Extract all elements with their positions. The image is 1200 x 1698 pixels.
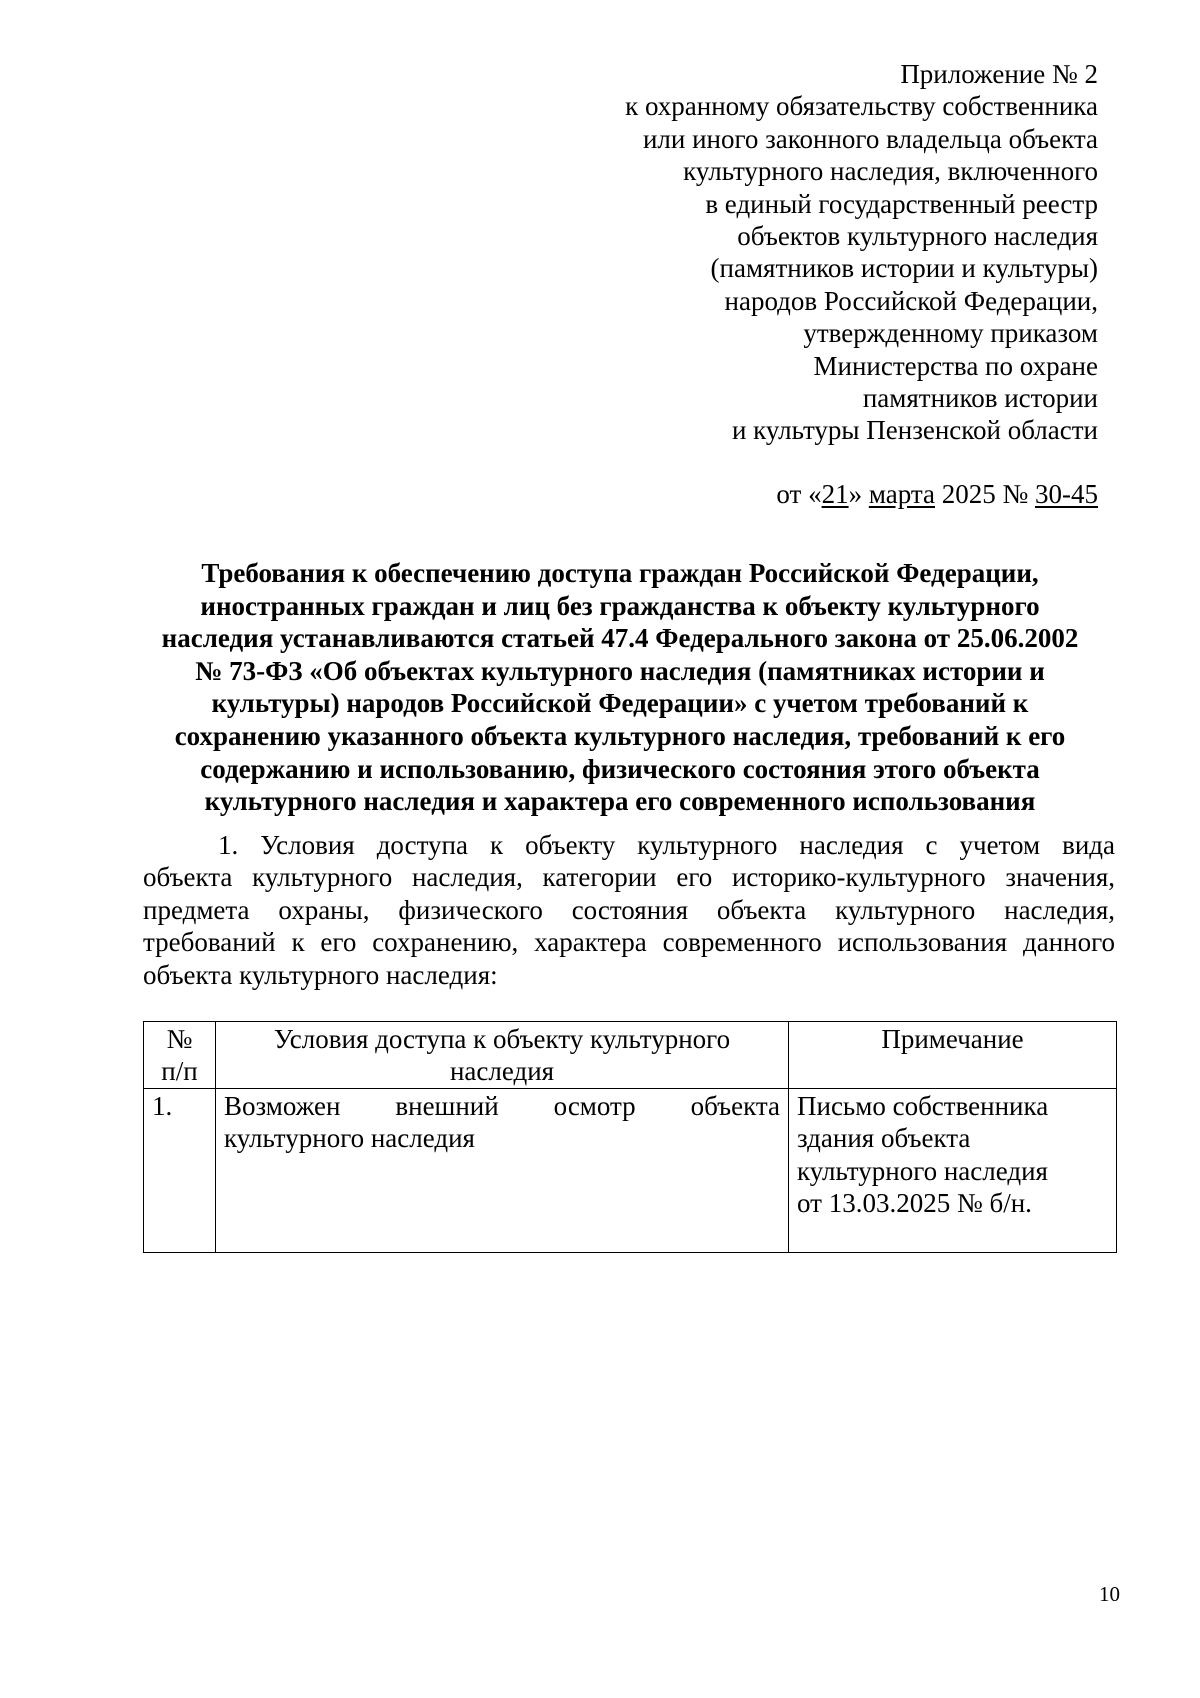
- header-conditions-line: наследия: [449, 1056, 555, 1087]
- order-day: 21: [821, 479, 849, 509]
- header-note: Примечание: [789, 1022, 1117, 1089]
- heading-line: Требования к обеспечению доступа граждан Российской Федерации,: [201, 558, 1039, 588]
- appendix-line: или иного законного владельца объекта: [642, 123, 1098, 154]
- appendix-line: в единый государственный реестр: [705, 188, 1098, 219]
- appendix-line: Приложение № 2: [900, 59, 1098, 89]
- appendix-line: утвержденному приказом: [803, 318, 1098, 349]
- row-note-line: Письмо собственника: [797, 1090, 1049, 1121]
- row-condition: [216, 1088, 789, 1252]
- header-number-abbr: п/п: [161, 1056, 198, 1087]
- row-number: 1.: [144, 1088, 216, 1252]
- header-number: [144, 1022, 216, 1089]
- heading-line: культуры) народов Российской Федерации» с учетом требований к: [211, 688, 1029, 719]
- heading-line: наследия устанавливаются статьей 47.4 Федерального закона от 25.06.2002: [161, 623, 1079, 654]
- order-date-separator: »: [848, 479, 869, 509]
- order-number: 30-45: [1035, 479, 1098, 509]
- access-conditions-table: [143, 1021, 1117, 1253]
- order-date-line: [560, 478, 1098, 510]
- row-note: [789, 1088, 1117, 1252]
- heading-line: сохранению указанного объекта культурного наследия, требований к его: [174, 720, 1066, 751]
- paragraph-line: объекта культурного наследия, категории его историко-культурного значения,: [143, 862, 1115, 893]
- order-date-prefix: от «: [776, 479, 822, 509]
- paragraph-line: требований к его сохранению, характера современного использования данного: [143, 927, 1115, 958]
- appendix-line: памятников истории: [862, 383, 1098, 414]
- document-heading: [130, 557, 1110, 818]
- order-year-label: 2025 №: [934, 479, 1035, 509]
- appendix-line: объектов культурного наследия: [737, 221, 1098, 252]
- row-condition-line: Возможен внешний осмотр объекта: [224, 1090, 780, 1121]
- table-header-row: [144, 1022, 1117, 1089]
- heading-line: содержанию и использованию, физического состояния этого объекта: [200, 753, 1040, 784]
- paragraph-line: объекта культурного наследия:: [143, 959, 498, 990]
- paragraph-line: предмета охраны, физического состояния объекта культурного наследия,: [143, 894, 1115, 925]
- body-paragraph: [143, 829, 1115, 991]
- table-row: [144, 1088, 1117, 1252]
- row-note-line: культурного наследия: [797, 1155, 1048, 1186]
- appendix-block: [560, 58, 1098, 447]
- heading-line: № 73-ФЗ «Об объектах культурного наследия (памятниках истории и: [195, 655, 1045, 686]
- appendix-line: (памятников истории и культуры): [710, 253, 1098, 284]
- header-conditions-line: Условия доступа к объекту культурного: [273, 1024, 731, 1054]
- heading-line: иностранных граждан и лиц без гражданства к объекту культурного: [200, 590, 1040, 621]
- paragraph-line: 1. Условия доступа к объекту культурного наследия с учетом вида: [218, 830, 1115, 860]
- order-month: марта: [868, 479, 935, 509]
- row-condition-line: культурного наследия: [224, 1123, 475, 1154]
- appendix-line: Министерства по охране: [813, 350, 1098, 381]
- appendix-line: народов Российской Федерации,: [724, 285, 1098, 316]
- appendix-line: культурного наследия, включенного: [683, 156, 1098, 187]
- page-number: 10: [1099, 1582, 1120, 1606]
- heading-line: культурного наследия и характера его современного использования: [204, 786, 1036, 817]
- row-note-line: от 13.03.2025 № б/н.: [797, 1188, 1032, 1219]
- header-conditions: [216, 1022, 789, 1089]
- row-note-line: здания объекта: [797, 1123, 971, 1154]
- header-number-symbol: №: [166, 1024, 193, 1054]
- appendix-line: к охранному обязательству собственника: [625, 91, 1098, 122]
- appendix-line: и культуры Пензенской области: [731, 415, 1098, 446]
